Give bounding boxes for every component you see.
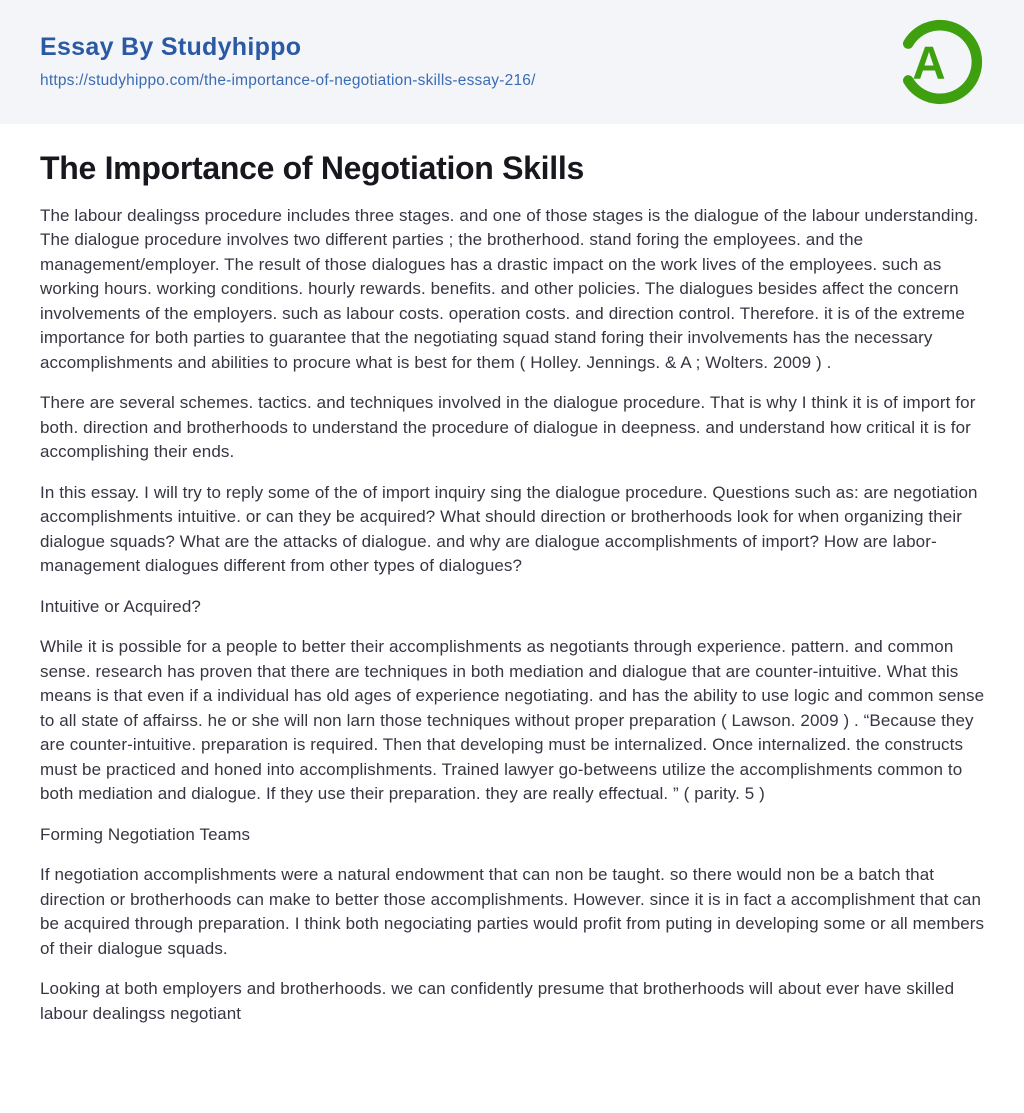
logo-a-icon [894, 16, 986, 108]
essay-paragraph-4: While it is possible for a people to better their accomplishments as negotiants through experience. pattern. and common sense. research has proven that there are techniques in both mediation and dialogue that are counter-intuitive. What this means is that even if a individual has old ages of experience negotiating. and has the ability to use logic and common sense to all state of affairss. he or she will non larn those techniques without proper preparation ( Lawson. 2009 ) . “Because they are counter-intuitive. preparation is required. Then that developing must be internalized. Once internalized. the constructs must be practiced and honed into accomplishments. Trained lawyer go-betweens utilize the accomplishments common to both mediation and dialogue. If they use their preparation. they are really effectual. ” ( parity. 5 ) [40, 637, 985, 804]
essay-title: The Importance of Negotiation Skills [40, 150, 584, 186]
section-heading-forming-negotiation-teams: Forming Negotiation Teams [40, 824, 251, 844]
studyhippo-logo [894, 16, 986, 108]
site-title: Essay By Studyhippo [40, 32, 302, 61]
essay-content [0, 124, 1024, 1026]
section-heading-intuitive-or-acquired: Intuitive or Acquired? [40, 596, 201, 616]
essay-paragraph-3: In this essay. I will try to reply some of the of import inquiry sing the dialogue procedure. Questions such as: are negotiation accomplishments intuitive. or can they be acquired? What should direction or brotherhoods look for when organizing their dialogue squads? What are the attacks of dialogue. and why are dialogue accomplishments of import? How are labor-management dialogues different from other types of dialogues? [40, 482, 978, 576]
essay-paragraph-1: The labour dealingss procedure includes three stages. and one of those stages is the dialogue of the labour understanding. The dialogue procedure involves two different parties ; the brotherhood. stand foring the employees. and the management/employer. The result of those dialogues has a drastic impact on the work lives of the employees. such as working hours. working conditions. hourly rewards. benefits. and other policies. The dialogues besides affect the concern involvements of the employers. such as labour costs. operation costs. and direction control. Therefore. it is of the extreme importance for both parties to guarantee that the negotiating squad stand foring their involvements has the necessary accomplishments and abilities to procure what is best for them ( Holley. Jennings. & A ; Wolters. 2009 ) . [40, 205, 979, 372]
essay-paragraph-5: If negotiation accomplishments were a natural endowment that can non be taught. so there would non be a batch that direction or brotherhoods can make to better those accomplishments. However. since it is in fact a accomplishment that can be acquired through preparation. I think both negociating parties would profit from puting in developing some or all members of their dialogue squads. [40, 865, 985, 958]
svg-text:A: A [912, 36, 946, 89]
essay-url-link[interactable]: https://studyhippo.com/the-importance-of-negotiation-skills-essay-216/ [40, 72, 536, 90]
essay-paragraph-6: Looking at both employers and brotherhoods. we can confidently presume that brotherhoods will about ever have skilled labour dealingss negotiant [40, 979, 955, 1023]
page-header [0, 0, 1024, 124]
header-text-block [40, 34, 536, 91]
essay-paragraph-2: There are several schemes. tactics. and techniques involved in the dialogue procedure. That is why I think it is of import for both. direction and brotherhoods to understand the procedure of dialogue in deepness. and understand how critical it is for accomplishing their ends. [40, 393, 976, 462]
